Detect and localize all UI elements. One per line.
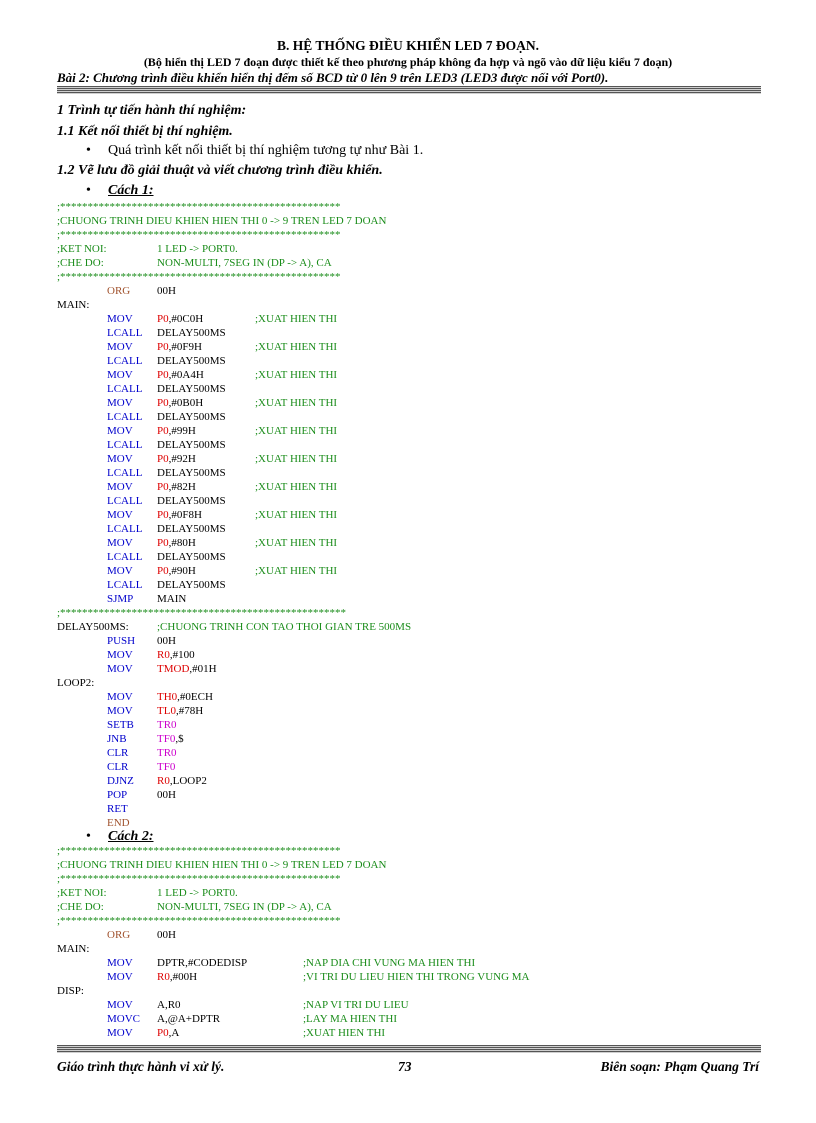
- code-operand: P0,#99H: [157, 425, 196, 437]
- code-comment: ;XUAT HIEN THI: [255, 537, 338, 549]
- code-instruction: LCALL: [107, 551, 143, 563]
- code-comment: ;CHE DO:: [57, 257, 104, 269]
- code-operand: R0,#00H: [157, 971, 198, 983]
- page-subtitle: (Bộ hiển thị LED 7 đoạn được thiết kế theo phương pháp không đa hợp và ngõ vào dữ liệu kiểu 7 đoạn): [143, 55, 673, 69]
- section-1-1-heading: 1.1 Kết nối thiết bị thí nghiệm.: [57, 124, 233, 139]
- footer-rule: [57, 1045, 761, 1053]
- code-comment: ;XUAT HIEN THI: [255, 341, 338, 353]
- code-directive: ORG: [107, 929, 131, 941]
- code-label: DISP:: [57, 985, 84, 997]
- code-instruction: LCALL: [107, 467, 143, 479]
- code-operand: R0,LOOP2: [157, 775, 207, 787]
- code-operand: MAIN: [157, 593, 187, 605]
- code-comment: 1 LED -> PORT0.: [157, 887, 238, 899]
- code-operand: P0,A: [157, 1027, 180, 1039]
- code-instruction: LCALL: [107, 579, 143, 591]
- code-instruction: CLR: [107, 747, 129, 759]
- code-instruction: MOV: [107, 957, 133, 969]
- code-operand: P0,#0F8H: [157, 509, 202, 521]
- code-operand: DELAY500MS: [157, 579, 226, 591]
- code-label: MAIN:: [57, 299, 90, 311]
- code-instruction: PUSH: [107, 635, 136, 647]
- code-instruction: MOV: [107, 999, 133, 1011]
- code-instruction: CLR: [107, 761, 129, 773]
- code-comment: ;LAY MA HIEN THI: [303, 1013, 398, 1025]
- code-operand: DELAY500MS: [157, 523, 226, 535]
- bullet-text: Quá trình kết nối thiết bị thí nghiệm tương tự như Bài 1.: [108, 143, 424, 158]
- code-operand: R0,#100: [157, 649, 195, 661]
- code-comment: ;XUAT HIEN THI: [255, 481, 338, 493]
- code-instruction: LCALL: [107, 355, 143, 367]
- code-operand: TF0: [157, 761, 176, 773]
- code-instruction: MOV: [107, 971, 133, 983]
- code-instruction: LCALL: [107, 411, 143, 423]
- code-instruction: MOV: [107, 481, 133, 493]
- code-comment: ;XUAT HIEN THI: [255, 313, 338, 325]
- code-operand: A,@A+DPTR: [157, 1013, 221, 1025]
- code-instruction: MOVC: [107, 1013, 141, 1025]
- section-1-heading: 1 Trình tự tiến hành thí nghiệm:: [57, 103, 247, 118]
- code-comment: NON-MULTI, 7SEG IN (DP -> A), CA: [157, 901, 332, 913]
- code-instruction: JNB: [107, 733, 127, 745]
- code-comment: ;XUAT HIEN THI: [255, 425, 338, 437]
- code-instruction: DJNZ: [107, 775, 134, 787]
- code-operand: P0,#82H: [157, 481, 196, 493]
- code-comment: ;***************************************************: [57, 915, 341, 927]
- code-instruction: MOV: [107, 1027, 133, 1039]
- code-comment: ;XUAT HIEN THI: [255, 509, 338, 521]
- code-operand: TR0: [157, 747, 177, 759]
- code-operand: P0,#0B0H: [157, 397, 204, 409]
- code-operand: 00H: [157, 929, 176, 941]
- code-operand: TH0,#0ECH: [157, 691, 213, 703]
- cach-1-heading: [86, 183, 154, 199]
- code-instruction: MOV: [107, 509, 133, 521]
- footer-left: Giáo trình thực hành vi xử lý.: [57, 1059, 225, 1074]
- bullet-dot: •: [86, 829, 91, 844]
- code-instruction: SETB: [107, 719, 134, 731]
- code-directive: END: [107, 817, 130, 829]
- code-operand: P0,#0A4H: [157, 369, 204, 381]
- code-comment: ;***************************************************: [57, 845, 341, 857]
- code-instruction: MOV: [107, 663, 133, 675]
- code-comment: ;***************************************************: [57, 229, 341, 241]
- code-comment: 1 LED -> PORT0.: [157, 243, 238, 255]
- cach-1-label: Cách 1:: [108, 183, 154, 198]
- code-instruction: RET: [107, 803, 128, 815]
- code-comment: ;***************************************************: [57, 271, 341, 283]
- code-directive: ORG: [107, 285, 131, 297]
- code-operand: P0,#0F9H: [157, 341, 202, 353]
- code-operand: 00H: [157, 285, 176, 297]
- code-label: MAIN:: [57, 943, 90, 955]
- code-comment: ;XUAT HIEN THI: [255, 369, 338, 381]
- code-operand: DELAY500MS: [157, 355, 226, 367]
- code-instruction: MOV: [107, 649, 133, 661]
- code-operand: DELAY500MS: [157, 327, 226, 339]
- code-comment: ;KET NOI:: [57, 243, 107, 255]
- code-operand: DELAY500MS: [157, 383, 226, 395]
- lesson-title: Bài 2: Chương trình điều khiển hiển thị đếm số BCD từ 0 lên 9 trên LED3 (LED3 được nối với Port0).: [57, 70, 609, 85]
- code-operand: DELAY500MS: [157, 551, 226, 563]
- code-operand: P0,#92H: [157, 453, 196, 465]
- code-comment: ;CHE DO:: [57, 901, 104, 913]
- code-operand: TL0,#78H: [157, 705, 204, 717]
- code-comment: ;XUAT HIEN THI: [303, 1027, 386, 1039]
- code-comment: ;CHUONG TRINH DIEU KHIEN HIEN THI 0 -> 9 TREN LED 7 DOAN: [57, 215, 387, 227]
- code-instruction: MOV: [107, 369, 133, 381]
- code-comment: ;CHUONG TRINH CON TAO THOI GIAN TRE 500MS: [157, 621, 412, 633]
- code-instruction: MOV: [107, 341, 133, 353]
- code-operand: TF0,$: [157, 733, 184, 745]
- code-operand: 00H: [157, 789, 176, 801]
- code-instruction: MOV: [107, 397, 133, 409]
- code-operand: DPTR,#CODEDISP: [157, 957, 248, 969]
- code-instruction: LCALL: [107, 439, 143, 451]
- code-operand: DELAY500MS: [157, 495, 226, 507]
- bullet-dot: •: [86, 143, 91, 158]
- code-comment: ;CHUONG TRINH DIEU KHIEN HIEN THI 0 -> 9 TREN LED 7 DOAN: [57, 859, 387, 871]
- code-label: DELAY500MS:: [57, 621, 129, 633]
- code-instruction: MOV: [107, 705, 133, 717]
- code-instruction: MOV: [107, 313, 133, 325]
- code-instruction: POP: [107, 789, 128, 801]
- code-comment: ;***************************************************: [57, 201, 341, 213]
- code-comment: ;XUAT HIEN THI: [255, 565, 338, 577]
- code-instruction: LCALL: [107, 383, 143, 395]
- code-instruction: MOV: [107, 537, 133, 549]
- footer-right: Biên soạn: Phạm Quang Trí: [600, 1059, 759, 1074]
- code-operand: P0,#0C0H: [157, 313, 204, 325]
- code-comment: ;XUAT HIEN THI: [255, 397, 338, 409]
- code-operand: DELAY500MS: [157, 467, 226, 479]
- code-instruction: MOV: [107, 565, 133, 577]
- page-title: B. HỆ THỐNG ĐIỀU KHIỂN LED 7 ĐOẠN.: [277, 38, 539, 53]
- code-operand: TMOD,#01H: [157, 663, 217, 675]
- code-instruction: SJMP: [107, 593, 134, 605]
- page-number: 73: [398, 1059, 412, 1074]
- code-comment: ;****************************************************: [57, 607, 347, 619]
- code-operand: TR0: [157, 719, 177, 731]
- code-comment: NON-MULTI, 7SEG IN (DP -> A), CA: [157, 257, 332, 269]
- bullet-dot: •: [86, 183, 91, 198]
- code-operand: 00H: [157, 635, 176, 647]
- code-instruction: MOV: [107, 691, 133, 703]
- code-instruction: LCALL: [107, 495, 143, 507]
- code-instruction: LCALL: [107, 327, 143, 339]
- code-operand: P0,#90H: [157, 565, 196, 577]
- code-comment: ;NAP DIA CHI VUNG MA HIEN THI: [303, 957, 476, 969]
- code-operand: DELAY500MS: [157, 439, 226, 451]
- code-comment: ;NAP VI TRI DU LIEU: [303, 999, 409, 1011]
- code-operand: DELAY500MS: [157, 411, 226, 423]
- cach-2-label: Cách 2:: [108, 829, 154, 844]
- code-instruction: MOV: [107, 425, 133, 437]
- code-operand: A,R0: [157, 999, 181, 1011]
- code-operand: P0,#80H: [157, 537, 196, 549]
- cach-2-heading: [86, 829, 154, 845]
- code-instruction: LCALL: [107, 523, 143, 535]
- code-comment: ;VI TRI DU LIEU HIEN THI TRONG VUNG MA: [303, 971, 530, 983]
- code-comment: ;KET NOI:: [57, 887, 107, 899]
- bullet-item: [86, 143, 423, 159]
- code-comment: ;***************************************************: [57, 873, 341, 885]
- code-label: LOOP2:: [57, 677, 95, 689]
- header-rule: [57, 86, 761, 94]
- section-1-2-heading: 1.2 Vẽ lưu đồ giải thuật và viết chương trình điều khiển.: [57, 163, 383, 178]
- code-comment: ;XUAT HIEN THI: [255, 453, 338, 465]
- code-instruction: MOV: [107, 453, 133, 465]
